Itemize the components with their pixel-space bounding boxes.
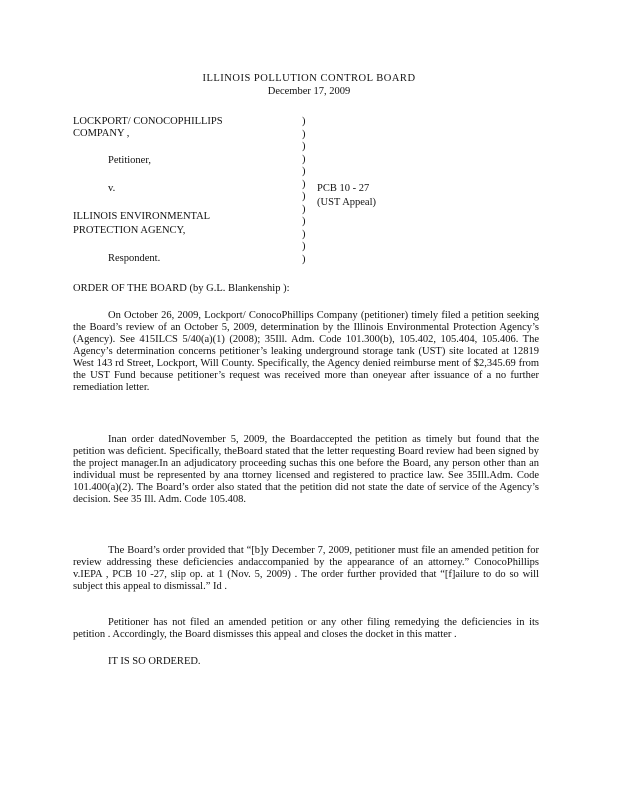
order-date: December 17, 2009 [267,86,351,97]
paren: ) [302,153,306,165]
petitioner-name-line1: LOCKPORT/ CONOCOPHILLIPS [73,116,223,127]
so-ordered: IT IS SO ORDERED. [108,656,201,667]
order-heading: ORDER OF THE BOARD (by G.L. Blankenship ): [73,283,290,294]
paren: ) [302,141,306,152]
respondent-name-line1: ILLINOIS ENVIRONMENTAL [73,211,211,222]
agency-title: ILLINOIS POLLUTION CONTROL BOARD [202,73,416,84]
paren: ) [302,128,306,140]
paren: ) [302,216,306,227]
paragraph-2 [73,434,539,506]
paragraph-1 [73,310,539,394]
case-number: PCB 10 - 27 [317,183,370,194]
case-caption [73,116,553,266]
paren: ) [302,178,306,190]
paren: ) [302,166,306,177]
paren: ) [302,203,306,215]
petitioner-label: Petitioner, [108,155,152,166]
paragraph-text: The Board’s order provided that “[b]y December 7, 2009, petitioner must file an amended petition for review addressing these deficiencies andaccompanied by the appearance of an attorney.” ConocoPhillips v.IEPA , PCB 10 -27, slip op. at 1 (Nov. 5, 2009) . The order further provided that “[f]ailure to do so will subject this appeal to dismissal.” Id . [73,545,539,592]
respondent-label: Respondent. [108,253,161,264]
paren: ) [302,116,306,127]
paragraph-4 [73,617,539,641]
respondent-name-line2: PROTECTION AGENCY, [73,225,186,236]
petitioner-name-line2: COMPANY , [73,128,130,139]
paragraph-text: Inan order datedNovember 5, 2009, the Boardaccepted the petition as timely but found that the petition was deficient. Specifically, theBoard stated that the letter requesting Board review had been signed by the project manager.In an adjudicatory proceeding suchas this one before the Board, any person other than an individual must be represented by ana ttorney licensed and registered to practice law. See 35Ill.Adm. Code 101.400(a)(2). The Board’s order also stated that the petition did not state the date of service of the Agency’s decision. See 35 Ill. Adm. Code 105.408. [73,434,539,505]
versus-label: v. [108,183,116,194]
paragraph-text: On October 26, 2009, Lockport/ ConocoPhillips Company (petitioner) timely filed a petition seeking the Board’s review of an October 5, 2009, determination by the Illinois Environmental Protection Agency’s (Agency). See 415ILCS 5/40(a)(1) (2008); 35Ill. Adm. Code 101.300(b), 105.402, 105.404, 105.406. The Agency’s determination concerns petitioner’s leaking underground storage tank (UST) site located at 12819 West 143 rd Street, Lockport, Will County. Specifically, the Agency denied reimburse ment of $2,345.69 from the UST Fund because petitioner’s request was received more than oneyear after issuance of a no further remediation letter. [73,310,539,393]
paren: ) [302,228,306,240]
paragraph-text: Petitioner has not filed an amended petition or any other filing remedying the deficiencies in its petition . Accordingly, the Board dismisses this appeal and closes the docket in this matter . [73,617,539,640]
paren: ) [302,253,306,265]
paren: ) [302,241,306,252]
paragraph-5 [73,656,539,668]
paren: ) [302,191,306,202]
caption-parentheses [302,116,306,266]
case-type: (UST Appeal) [317,197,377,208]
paragraph-3 [73,545,539,593]
